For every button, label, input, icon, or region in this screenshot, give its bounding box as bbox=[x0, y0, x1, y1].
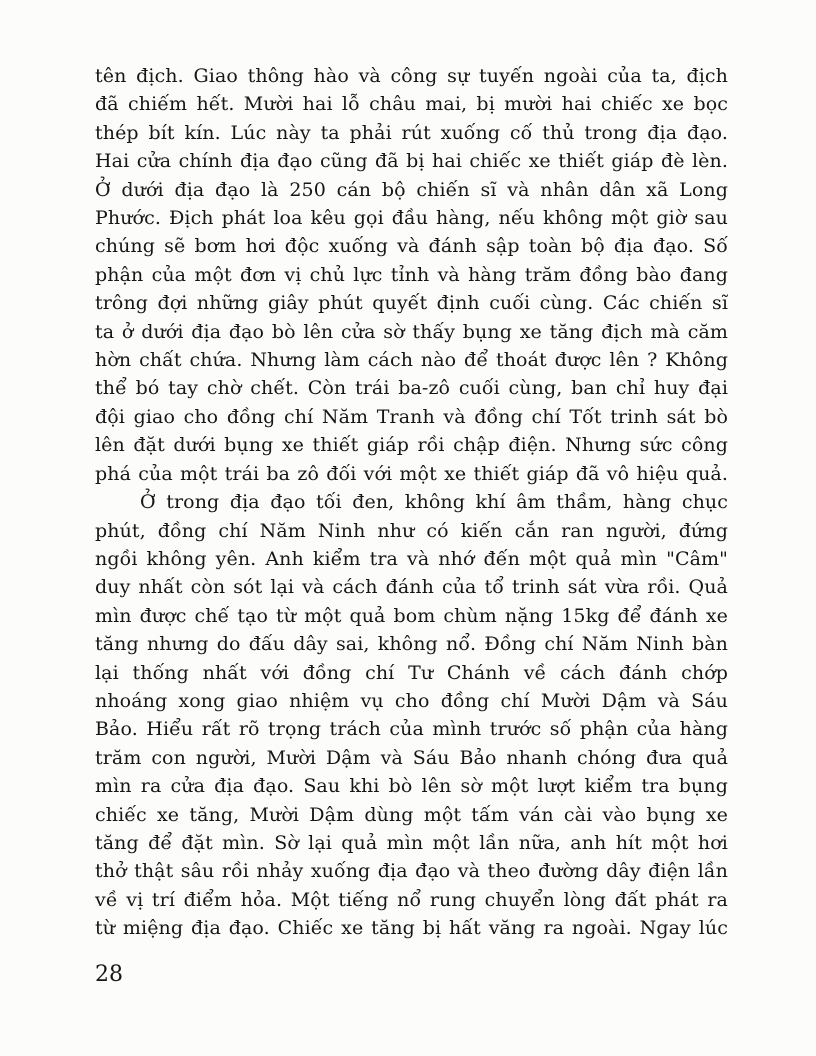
text-line: lên đặt dưới bụng xe thiết giáp rồi chập điện. Nhưng sức công bbox=[95, 434, 728, 457]
paragraph bbox=[95, 488, 728, 943]
text-line: trông đợi những giây phút quyết định cuối cùng. Các chiến sĩ bbox=[95, 292, 728, 315]
text-line: Bảo. Hiểu rất rõ trọng trách của mình trước số phận của hàng bbox=[95, 718, 728, 741]
text-line: thể bó tay chờ chết. Còn trái ba-zô cuối cùng, ban chỉ huy đại bbox=[95, 377, 728, 400]
text-line: từ miệng địa đạo. Chiếc xe tăng bị hất văng ra ngoài. Ngay lúc bbox=[95, 917, 728, 940]
text-line: phút, đồng chí Năm Ninh như có kiến cắn ran người, đứng bbox=[95, 519, 728, 542]
text-line: tăng nhưng do đấu dây sai, không nổ. Đồng chí Năm Ninh bàn bbox=[95, 633, 728, 656]
text-line: Ở dưới địa đạo là 250 cán bộ chiến sĩ và nhân dân xã Long bbox=[95, 178, 728, 201]
text-line: Phước. Địch phát loa kêu gọi đầu hàng, nếu không một giờ sau bbox=[95, 207, 728, 230]
text-line: hờn chất chứa. Nhưng làm cách nào để thoát được lên ? Không bbox=[95, 349, 728, 372]
text-line: thở thật sâu rồi nhảy xuống địa đạo và theo đường dây điện lần bbox=[95, 860, 728, 883]
text-line: ngồi không yên. Anh kiểm tra và nhớ đến một quả mìn "Câm" bbox=[95, 547, 728, 570]
text-line: Ở trong địa đạo tối đen, không khí âm thầm, hàng chục bbox=[140, 491, 728, 514]
body-text-block bbox=[95, 62, 728, 943]
text-line: lại thống nhất với đồng chí Tư Chánh về cách đánh chớp bbox=[95, 661, 728, 684]
text-line: đã chiếm hết. Mười hai lỗ châu mai, bị mười hai chiếc xe bọc bbox=[95, 93, 728, 116]
text-line: chúng sẽ bơm hơi độc xuống và đánh sập toàn bộ địa đạo. Số bbox=[95, 235, 728, 258]
text-line: thép bít kín. Lúc này ta phải rút xuống cố thủ trong địa đạo. bbox=[95, 121, 728, 144]
text-line: nhoáng xong giao nhiệm vụ cho đồng chí Mười Dậm và Sáu bbox=[95, 689, 728, 712]
text-line: tên địch. Giao thông hào và công sự tuyến ngoài của ta, địch bbox=[95, 65, 728, 87]
text-line: tăng để đặt mìn. Sờ lại quả mìn một lần nữa, anh hít một hơi bbox=[95, 831, 728, 854]
text-line: mìn ra cửa địa đạo. Sau khi bò lên sờ một lượt kiểm tra bụng bbox=[95, 775, 728, 798]
text-line: đội giao cho đồng chí Năm Tranh và đồng chí Tốt trinh sát bò bbox=[95, 405, 728, 428]
text-line: mìn được chế tạo từ một quả bom chùm nặng 15kg để đánh xe bbox=[95, 604, 728, 627]
text-line: duy nhất còn sót lại và cách đánh của tổ trinh sát vừa rồi. Quả bbox=[95, 576, 728, 599]
text-line: Hai cửa chính địa đạo cũng đã bị hai chiếc xe thiết giáp đè lèn. bbox=[95, 150, 728, 173]
text-line: phận của một đơn vị chủ lực tỉnh và hàng trăm đồng bào đang bbox=[95, 263, 728, 286]
paragraph bbox=[95, 62, 728, 488]
text-line: về vị trí điểm hỏa. Một tiếng nổ rung chuyển lòng đất phát ra bbox=[95, 888, 728, 911]
text-line: chiếc xe tăng, Mười Dậm dùng một tấm ván cài vào bụng xe bbox=[95, 803, 728, 826]
text-line: phá của một trái ba zô đối với một xe thiết giáp đã vô hiệu quả. bbox=[95, 462, 728, 485]
text-line: ta ở dưới địa đạo bò lên cửa sờ thấy bụng xe tăng địch mà căm bbox=[95, 320, 728, 343]
page-number: 28 bbox=[95, 962, 123, 987]
text-line: trăm con người, Mười Dậm và Sáu Bảo nhanh chóng đưa quả bbox=[95, 746, 728, 769]
